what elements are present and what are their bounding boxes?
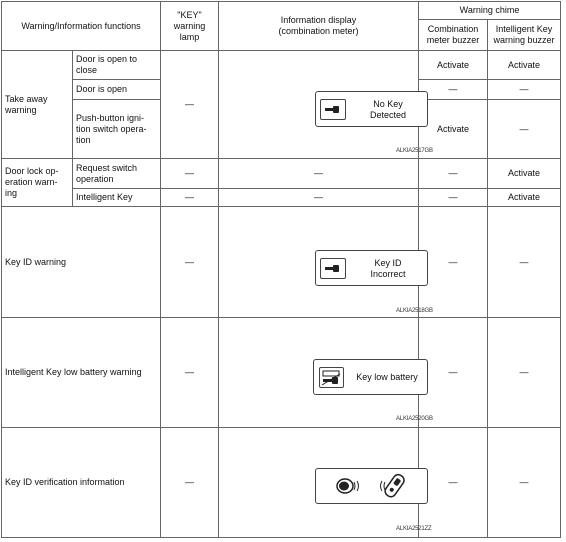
combo-buzzer-intelligent-key: — <box>419 189 488 207</box>
ikey-buzzer-push-button: — <box>488 100 561 159</box>
group-door-lock-operation-warning: Door lock op- eration warn- ing <box>2 159 73 207</box>
combo-buzzer-door-open-close: Activate <box>419 51 488 80</box>
lamp-key-id-verification: — <box>161 428 219 538</box>
ikey-buzzer-key-id-warning: — <box>488 207 561 318</box>
lamp-key-id-warning: — <box>161 207 219 318</box>
ikey-buzzer-request-switch: Activate <box>488 159 561 189</box>
no-key-display-text: No Key Detected <box>369 99 407 120</box>
group-key-id-warning: Key ID warning <box>2 207 161 318</box>
header-intelligent-key-buzzer: Intelligent Key warning buzzer <box>488 20 561 51</box>
figure-code-key-low-battery: ALKIA2520GB <box>396 416 433 422</box>
key-icon <box>320 258 346 279</box>
group-take-away-warning: Take away warning <box>2 51 73 159</box>
condition-request-switch: Request switch operation <box>73 159 161 189</box>
header-combination-buzzer: Combination meter buzzer <box>419 20 488 51</box>
verification-display <box>315 468 428 504</box>
key-id-incorrect-display <box>315 250 428 286</box>
warning-functions-table <box>1 1 561 538</box>
group-key-id-verification: Key ID verification information <box>2 428 161 538</box>
group-low-battery-warning: Intelligent Key low battery warning <box>2 318 161 428</box>
combo-buzzer-door-open: — <box>419 80 488 100</box>
key-id-incorrect-display-text: Key ID Incorrect <box>370 258 406 279</box>
no-key-display <box>315 91 428 127</box>
header-functions: Warning/Information functions <box>2 2 161 51</box>
ikey-buzzer-intelligent-key: Activate <box>488 189 561 207</box>
ikey-buzzer-verification: — <box>488 428 561 538</box>
combo-buzzer-request-switch: — <box>419 159 488 189</box>
lamp-intelligent-key: — <box>161 189 219 207</box>
header-information-display: Information display (combination meter) <box>219 2 419 51</box>
combo-buzzer-push-button: Activate <box>419 100 488 159</box>
header-key-lamp: "KEY" warning lamp <box>161 2 219 51</box>
ikey-buzzer-door-open-close: Activate <box>488 51 561 80</box>
display-key-low-battery-cell <box>219 318 433 428</box>
figure-code-key-id-incorrect: ALKIA2518GB <box>396 308 433 314</box>
ikey-buzzer-door-open: — <box>488 80 561 100</box>
figure-code-no-key: ALKIA2517GB <box>396 148 433 154</box>
condition-door-open: Door is open <box>73 80 161 100</box>
condition-push-button-ignition: Push-button igni- tion switch opera- tion <box>73 100 161 159</box>
key-verification-icon <box>316 469 427 503</box>
key-low-battery-display <box>313 359 428 395</box>
condition-intelligent-key: Intelligent Key <box>73 189 161 207</box>
combo-buzzer-low-battery: — <box>419 318 488 428</box>
key-low-battery-display-text: Key low battery <box>356 372 418 382</box>
combo-buzzer-key-id-warning: — <box>419 207 488 318</box>
display-key-id-incorrect-cell <box>219 207 433 318</box>
lamp-take-away: — <box>161 51 219 159</box>
lamp-low-battery: — <box>161 318 219 428</box>
key-battery-icon <box>319 367 344 388</box>
key-icon <box>320 99 346 120</box>
lamp-request-switch: — <box>161 159 219 189</box>
combo-buzzer-verification: — <box>419 428 488 538</box>
ikey-buzzer-low-battery: — <box>488 318 561 428</box>
display-no-key-cell <box>219 51 433 159</box>
condition-door-open-to-close: Door is open to close <box>73 51 161 80</box>
header-warning-chime: Warning chime <box>419 2 561 20</box>
display-intelligent-key: — <box>219 189 419 207</box>
display-request-switch: — <box>219 159 419 189</box>
figure-code-verification: ALKIA2521ZZ <box>396 526 432 532</box>
display-verification-cell <box>219 428 432 538</box>
